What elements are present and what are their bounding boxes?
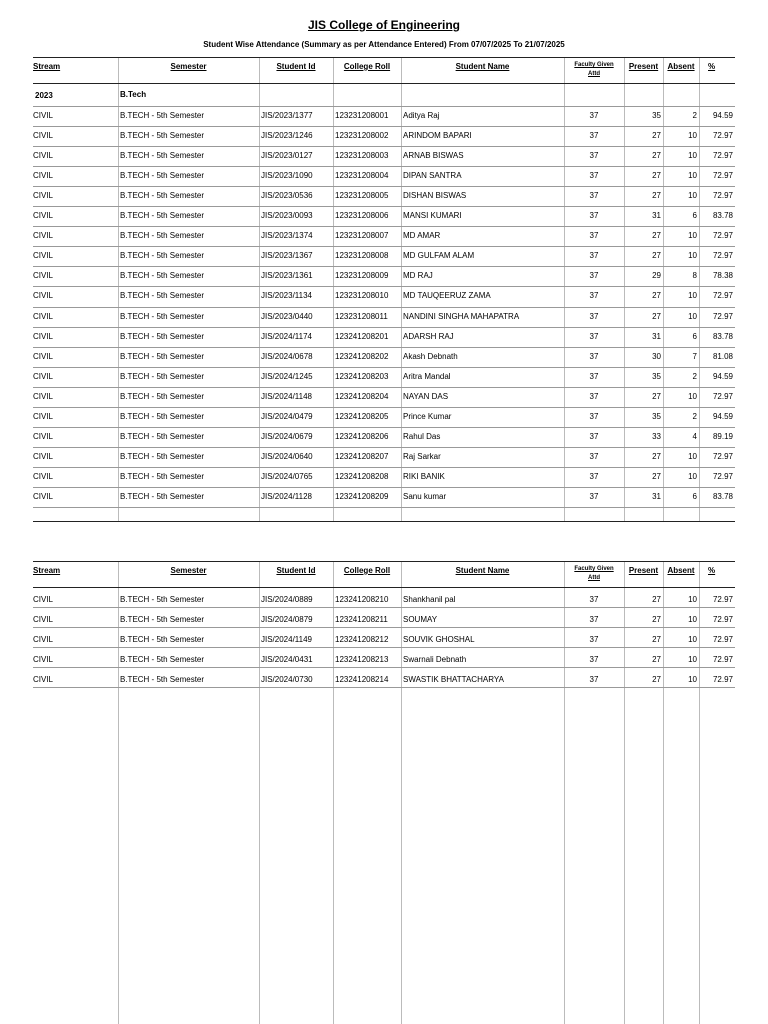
cell-student-name: SOUVIK GHOSHAL xyxy=(403,635,475,644)
cell-present: 27 xyxy=(652,675,661,684)
cell-faculty-given: 37 xyxy=(589,595,599,604)
cell-stream: CIVIL xyxy=(33,171,54,181)
row-divider xyxy=(33,507,735,508)
cell-percent: 81.08 xyxy=(712,351,733,361)
row-divider xyxy=(33,146,735,147)
cell-percent: 94.59 xyxy=(712,411,733,421)
cell-college-roll: 123231208003 xyxy=(335,151,389,161)
cell-semester: B.TECH - 5th Semester xyxy=(120,595,205,604)
cell-stream: CIVIL xyxy=(33,231,54,241)
cell-faculty-given: 37 xyxy=(589,471,599,481)
cell-semester: B.TECH - 5th Semester xyxy=(120,371,205,381)
column-header-faculty-attd: Attd xyxy=(588,71,600,77)
cell-faculty-given: 37 xyxy=(589,635,599,644)
cell-percent: 72.97 xyxy=(712,635,733,644)
cell-absent: 6 xyxy=(692,491,697,501)
column-header-present: Present xyxy=(628,62,659,71)
cell-college-roll: 123231208008 xyxy=(335,251,389,261)
report-subtitle: Student Wise Attendance (Summary as per Attendance Entered) From 07/07/2025 To 21/07/2025 xyxy=(203,40,565,49)
column-divider xyxy=(624,561,625,1024)
cell-college-roll: 123231208009 xyxy=(335,271,389,281)
row-divider xyxy=(33,286,735,287)
cell-absent: 10 xyxy=(688,451,697,461)
cell-present: 27 xyxy=(652,635,661,644)
cell-student-id: JIS/2024/0879 xyxy=(261,615,313,624)
column-divider xyxy=(564,561,565,1024)
cell-percent: 72.97 xyxy=(712,291,733,301)
cell-absent: 8 xyxy=(692,271,697,281)
cell-faculty-given: 37 xyxy=(589,411,599,421)
cell-college-roll: 123231208011 xyxy=(335,311,388,321)
cell-stream: CIVIL xyxy=(33,131,54,141)
cell-stream: CIVIL xyxy=(33,615,54,624)
cell-absent: 10 xyxy=(688,231,697,241)
column-divider xyxy=(401,561,402,1024)
cell-absent: 10 xyxy=(688,391,697,401)
cell-semester: B.TECH - 5th Semester xyxy=(120,111,205,120)
column-header-student-id: Student Id xyxy=(276,62,316,71)
column-header-student-id: Student Id xyxy=(276,566,316,575)
cell-absent: 6 xyxy=(692,211,697,221)
cell-faculty-given: 37 xyxy=(589,131,599,141)
cell-present: 31 xyxy=(652,491,661,501)
cell-semester: B.TECH - 5th Semester xyxy=(120,211,205,221)
cell-student-name: NAYAN DAS xyxy=(403,391,449,401)
cell-college-roll: 123241208208 xyxy=(335,471,389,481)
row-divider xyxy=(33,387,735,388)
cell-student-name: RIKI BANIK xyxy=(403,471,445,481)
cell-college-roll: 123241208206 xyxy=(335,431,389,441)
cell-stream: CIVIL xyxy=(33,211,54,221)
cell-student-id: JIS/2023/1367 xyxy=(261,251,313,261)
cell-faculty-given: 37 xyxy=(589,675,599,684)
cell-college-roll: 123231208001 xyxy=(335,111,389,120)
cell-percent: 83.78 xyxy=(712,491,733,501)
cell-percent: 72.97 xyxy=(712,311,733,321)
cell-stream: CIVIL xyxy=(33,595,54,604)
cell-semester: B.TECH - 5th Semester xyxy=(120,251,205,261)
cell-stream: CIVIL xyxy=(33,675,54,684)
row-divider xyxy=(33,447,735,448)
row-divider xyxy=(33,427,735,428)
cell-student-id: JIS/2023/0536 xyxy=(261,191,313,201)
cell-student-name: MD RAJ xyxy=(403,271,433,281)
cell-student-id: JIS/2024/1149 xyxy=(261,635,313,644)
cell-percent: 72.97 xyxy=(712,615,733,624)
cell-student-name: SWASTIK BHATTACHARYA xyxy=(403,675,504,684)
column-header-semester: Semester xyxy=(170,62,207,71)
cell-student-name: Swarnali Debnath xyxy=(403,655,467,664)
cell-stream: CIVIL xyxy=(33,491,54,501)
cell-stream: CIVIL xyxy=(33,635,54,644)
cell-student-name: Rahul Das xyxy=(403,431,441,441)
cell-student-name: MANSI KUMARI xyxy=(403,211,462,221)
cell-student-name: Aditya Raj xyxy=(403,111,440,120)
cell-college-roll: 123231208005 xyxy=(335,191,389,201)
column-header-faculty-given: Faculty Given xyxy=(574,62,614,68)
cell-semester: B.TECH - 5th Semester xyxy=(120,231,205,241)
cell-student-name: NANDINI SINGHA MAHAPATRA xyxy=(403,311,520,321)
cell-college-roll: 123241208201 xyxy=(335,331,389,341)
cell-faculty-given: 37 xyxy=(589,655,599,664)
column-divider xyxy=(699,561,700,1024)
cell-present: 35 xyxy=(652,111,661,120)
cell-percent: 72.97 xyxy=(712,655,733,664)
column-header-percent: % xyxy=(708,62,716,71)
cell-present: 31 xyxy=(652,331,661,341)
cell-college-roll: 123241208210 xyxy=(335,595,389,604)
cell-faculty-given: 37 xyxy=(589,271,599,281)
cell-college-roll: 123241208204 xyxy=(335,391,389,401)
cell-absent: 10 xyxy=(688,595,697,604)
cell-absent: 10 xyxy=(688,291,697,301)
cell-student-id: JIS/2024/0431 xyxy=(261,655,313,664)
cell-student-id: JIS/2023/1377 xyxy=(261,111,313,120)
cell-percent: 72.97 xyxy=(712,251,733,261)
cell-stream: CIVIL xyxy=(33,451,54,461)
cell-student-id: JIS/2023/1090 xyxy=(261,171,313,181)
column-header-semester: Semester xyxy=(170,566,207,575)
cell-student-id: JIS/2023/1246 xyxy=(261,131,313,141)
cell-faculty-given: 37 xyxy=(589,451,599,461)
cell-student-name: Sanu kumar xyxy=(403,491,447,501)
cell-student-id: JIS/2024/1148 xyxy=(261,391,313,401)
cell-faculty-given: 37 xyxy=(589,431,599,441)
cell-college-roll: 123241208214 xyxy=(335,675,389,684)
cell-absent: 4 xyxy=(692,431,697,441)
cell-student-name: MD GULFAM ALAM xyxy=(403,251,475,261)
column-header-student-name: Student Name xyxy=(455,566,510,575)
row-divider xyxy=(33,647,735,648)
cell-semester: B.TECH - 5th Semester xyxy=(120,291,205,301)
cell-absent: 2 xyxy=(692,411,697,421)
cell-college-roll: 123241208212 xyxy=(335,635,389,644)
row-divider xyxy=(33,367,735,368)
cell-semester: B.TECH - 5th Semester xyxy=(120,331,205,341)
cell-student-name: Shankhanil pal xyxy=(403,595,456,604)
cell-absent: 10 xyxy=(688,635,697,644)
cell-student-id: JIS/2024/1245 xyxy=(261,371,313,381)
cell-college-roll: 123241208209 xyxy=(335,491,389,501)
cell-semester: B.TECH - 5th Semester xyxy=(120,131,205,141)
cell-present: 27 xyxy=(652,451,661,461)
cell-present: 27 xyxy=(652,251,661,261)
cell-faculty-given: 37 xyxy=(589,211,599,221)
column-header-faculty-given: Faculty Given xyxy=(574,566,614,572)
cell-faculty-given: 37 xyxy=(589,351,599,361)
cell-student-id: JIS/2024/0640 xyxy=(261,451,313,461)
cell-student-name: ADARSH RAJ xyxy=(403,331,454,341)
cell-semester: B.TECH - 5th Semester xyxy=(120,151,205,161)
cell-stream: CIVIL xyxy=(33,151,54,161)
cell-present: 27 xyxy=(652,311,661,321)
cell-absent: 10 xyxy=(688,471,697,481)
cell-present: 27 xyxy=(652,151,661,161)
cell-absent: 10 xyxy=(688,311,697,321)
cell-absent: 2 xyxy=(692,111,697,120)
cell-percent: 89.19 xyxy=(712,431,733,441)
cell-student-name: DIPAN SANTRA xyxy=(403,171,462,181)
cell-student-id: JIS/2023/0093 xyxy=(261,211,313,221)
cell-stream: CIVIL xyxy=(33,271,54,281)
cell-stream: CIVIL xyxy=(33,251,54,261)
cell-percent: 72.97 xyxy=(712,231,733,241)
report-title: JIS College of Engineering xyxy=(307,18,461,32)
cell-semester: B.TECH - 5th Semester xyxy=(120,351,205,361)
row-divider xyxy=(33,57,735,58)
cell-faculty-given: 37 xyxy=(589,491,599,501)
row-divider xyxy=(33,627,735,628)
row-divider xyxy=(33,166,735,167)
column-header-stream: Stream xyxy=(33,62,61,71)
cell-semester: B.TECH - 5th Semester xyxy=(120,471,205,481)
cell-stream: CIVIL xyxy=(33,291,54,301)
cell-present: 27 xyxy=(652,655,661,664)
cell-college-roll: 123241208203 xyxy=(335,371,389,381)
cell-percent: 72.97 xyxy=(712,131,733,141)
cell-stream: CIVIL xyxy=(33,431,54,441)
cell-student-name: Aritra Mandal xyxy=(403,371,451,381)
cell-stream: CIVIL xyxy=(33,371,54,381)
cell-semester: B.TECH - 5th Semester xyxy=(120,655,205,664)
cell-stream: CIVIL xyxy=(33,351,54,361)
cell-faculty-given: 37 xyxy=(589,191,599,201)
row-divider xyxy=(33,206,735,207)
row-divider xyxy=(33,607,735,608)
cell-student-id: JIS/2024/1174 xyxy=(261,331,313,341)
cell-faculty-given: 37 xyxy=(589,311,599,321)
cell-percent: 72.97 xyxy=(712,675,733,684)
cell-percent: 72.97 xyxy=(712,151,733,161)
cell-college-roll: 123231208004 xyxy=(335,171,389,181)
cell-stream: CIVIL xyxy=(33,191,54,201)
cell-student-id: JIS/2023/0127 xyxy=(261,151,313,161)
row-divider xyxy=(33,327,735,328)
cell-faculty-given: 37 xyxy=(589,615,599,624)
row-divider xyxy=(33,126,735,127)
cell-college-roll: 123231208007 xyxy=(335,231,389,241)
cell-student-name: Prince Kumar xyxy=(403,411,452,421)
cell-present: 31 xyxy=(652,211,661,221)
cell-present: 30 xyxy=(652,351,661,361)
cell-percent: 72.97 xyxy=(712,391,733,401)
cell-present: 27 xyxy=(652,131,661,141)
cell-absent: 7 xyxy=(692,351,697,361)
row-divider xyxy=(33,266,735,267)
cell-present: 27 xyxy=(652,471,661,481)
cell-stream: CIVIL xyxy=(33,311,54,321)
column-header-college-roll: College Roll xyxy=(343,566,391,575)
cell-semester: B.TECH - 5th Semester xyxy=(120,391,205,401)
cell-college-roll: 123241208211 xyxy=(335,615,388,624)
cell-faculty-given: 37 xyxy=(589,391,599,401)
cell-absent: 10 xyxy=(688,675,697,684)
cell-stream: CIVIL xyxy=(33,411,54,421)
cell-percent: 94.59 xyxy=(712,111,733,120)
cell-present: 29 xyxy=(652,271,661,281)
cell-semester: B.TECH - 5th Semester xyxy=(120,675,205,684)
cell-student-id: JIS/2024/0889 xyxy=(261,595,313,604)
cell-present: 27 xyxy=(652,391,661,401)
group-program: B.Tech xyxy=(120,90,147,99)
cell-student-name: ARNAB BISWAS xyxy=(403,151,464,161)
cell-student-id: JIS/2024/0765 xyxy=(261,471,313,481)
cell-present: 27 xyxy=(652,615,661,624)
cell-semester: B.TECH - 5th Semester xyxy=(120,431,205,441)
row-divider xyxy=(33,186,735,187)
cell-semester: B.TECH - 5th Semester xyxy=(120,615,205,624)
row-divider xyxy=(33,521,735,522)
row-divider xyxy=(33,246,735,247)
cell-student-id: JIS/2024/0679 xyxy=(261,431,313,441)
cell-percent: 78.38 xyxy=(712,271,733,281)
cell-absent: 10 xyxy=(688,191,697,201)
cell-present: 35 xyxy=(652,411,661,421)
row-divider xyxy=(33,83,735,84)
cell-absent: 6 xyxy=(692,331,697,341)
cell-faculty-given: 37 xyxy=(589,291,599,301)
cell-semester: B.TECH - 5th Semester xyxy=(120,635,205,644)
column-header-absent: Absent xyxy=(667,566,695,575)
cell-present: 27 xyxy=(652,171,661,181)
cell-semester: B.TECH - 5th Semester xyxy=(120,311,205,321)
column-header-stream: Stream xyxy=(33,566,61,575)
cell-present: 35 xyxy=(652,371,661,381)
cell-semester: B.TECH - 5th Semester xyxy=(120,271,205,281)
column-header-student-name: Student Name xyxy=(455,62,510,71)
cell-stream: CIVIL xyxy=(33,655,54,664)
cell-faculty-given: 37 xyxy=(589,231,599,241)
cell-college-roll: 123241208202 xyxy=(335,351,389,361)
group-year: 2023 xyxy=(35,91,53,100)
cell-student-id: JIS/2023/1134 xyxy=(261,291,313,301)
column-divider xyxy=(259,561,260,1024)
cell-semester: B.TECH - 5th Semester xyxy=(120,411,205,421)
cell-college-roll: 123231208002 xyxy=(335,131,389,141)
row-divider xyxy=(33,467,735,468)
cell-absent: 10 xyxy=(688,655,697,664)
row-divider xyxy=(33,407,735,408)
cell-absent: 10 xyxy=(688,251,697,261)
cell-percent: 94.59 xyxy=(712,371,733,381)
cell-college-roll: 123241208205 xyxy=(335,411,389,421)
cell-stream: CIVIL xyxy=(33,471,54,481)
column-header-percent: % xyxy=(708,566,716,575)
cell-absent: 10 xyxy=(688,151,697,161)
cell-student-name: Raj Sarkar xyxy=(403,451,441,461)
cell-percent: 72.97 xyxy=(712,451,733,461)
cell-semester: B.TECH - 5th Semester xyxy=(120,491,205,501)
cell-student-id: JIS/2023/1361 xyxy=(261,271,313,281)
cell-absent: 10 xyxy=(688,615,697,624)
cell-college-roll: 123241208207 xyxy=(335,451,389,461)
cell-student-id: JIS/2023/0440 xyxy=(261,311,313,321)
cell-faculty-given: 37 xyxy=(589,151,599,161)
column-header-faculty-attd: Attd xyxy=(588,575,600,581)
cell-absent: 2 xyxy=(692,371,697,381)
cell-present: 33 xyxy=(652,431,661,441)
cell-student-name: MD TAUQEERUZ ZAMA xyxy=(403,291,491,301)
cell-stream: CIVIL xyxy=(33,331,54,341)
cell-student-id: JIS/2023/1374 xyxy=(261,231,313,241)
cell-absent: 10 xyxy=(688,131,697,141)
cell-student-id: JIS/2024/0730 xyxy=(261,675,313,684)
cell-semester: B.TECH - 5th Semester xyxy=(120,191,205,201)
cell-student-name: MD AMAR xyxy=(403,231,441,241)
row-divider xyxy=(33,561,735,562)
cell-stream: CIVIL xyxy=(33,111,54,120)
cell-semester: B.TECH - 5th Semester xyxy=(120,451,205,461)
cell-faculty-given: 37 xyxy=(589,251,599,261)
cell-faculty-given: 37 xyxy=(589,371,599,381)
cell-college-roll: 123241208213 xyxy=(335,655,389,664)
cell-college-roll: 123231208010 xyxy=(335,291,389,301)
cell-faculty-given: 37 xyxy=(589,331,599,341)
cell-percent: 83.78 xyxy=(712,211,733,221)
row-divider xyxy=(33,106,735,107)
row-divider xyxy=(33,307,735,308)
cell-student-id: JIS/2024/0479 xyxy=(261,411,313,421)
cell-student-id: JIS/2024/1128 xyxy=(261,491,313,501)
cell-present: 27 xyxy=(652,291,661,301)
cell-faculty-given: 37 xyxy=(589,111,599,120)
cell-student-id: JIS/2024/0678 xyxy=(261,351,313,361)
cell-college-roll: 123231208006 xyxy=(335,211,389,221)
column-header-present: Present xyxy=(628,566,659,575)
cell-semester: B.TECH - 5th Semester xyxy=(120,171,205,181)
cell-present: 27 xyxy=(652,595,661,604)
cell-percent: 72.97 xyxy=(712,595,733,604)
row-divider xyxy=(33,347,735,348)
row-divider xyxy=(33,587,735,588)
column-divider xyxy=(118,561,119,1024)
cell-percent: 72.97 xyxy=(712,471,733,481)
row-divider xyxy=(33,667,735,668)
cell-percent: 72.97 xyxy=(712,191,733,201)
cell-student-name: Akash Debnath xyxy=(403,351,458,361)
cell-faculty-given: 37 xyxy=(589,171,599,181)
cell-percent: 83.78 xyxy=(712,331,733,341)
column-divider xyxy=(663,561,664,1024)
cell-stream: CIVIL xyxy=(33,391,54,401)
column-divider xyxy=(333,561,334,1024)
cell-student-name: SOUMAY xyxy=(403,615,438,624)
row-divider xyxy=(33,687,735,688)
cell-absent: 10 xyxy=(688,171,697,181)
column-header-absent: Absent xyxy=(667,62,695,71)
cell-present: 27 xyxy=(652,231,661,241)
cell-present: 27 xyxy=(652,191,661,201)
column-header-college-roll: College Roll xyxy=(343,62,391,71)
cell-student-name: ARINDOM BAPARI xyxy=(403,131,472,141)
row-divider xyxy=(33,226,735,227)
cell-student-name: DISHAN BISWAS xyxy=(403,191,467,201)
cell-percent: 72.97 xyxy=(712,171,733,181)
row-divider xyxy=(33,487,735,488)
